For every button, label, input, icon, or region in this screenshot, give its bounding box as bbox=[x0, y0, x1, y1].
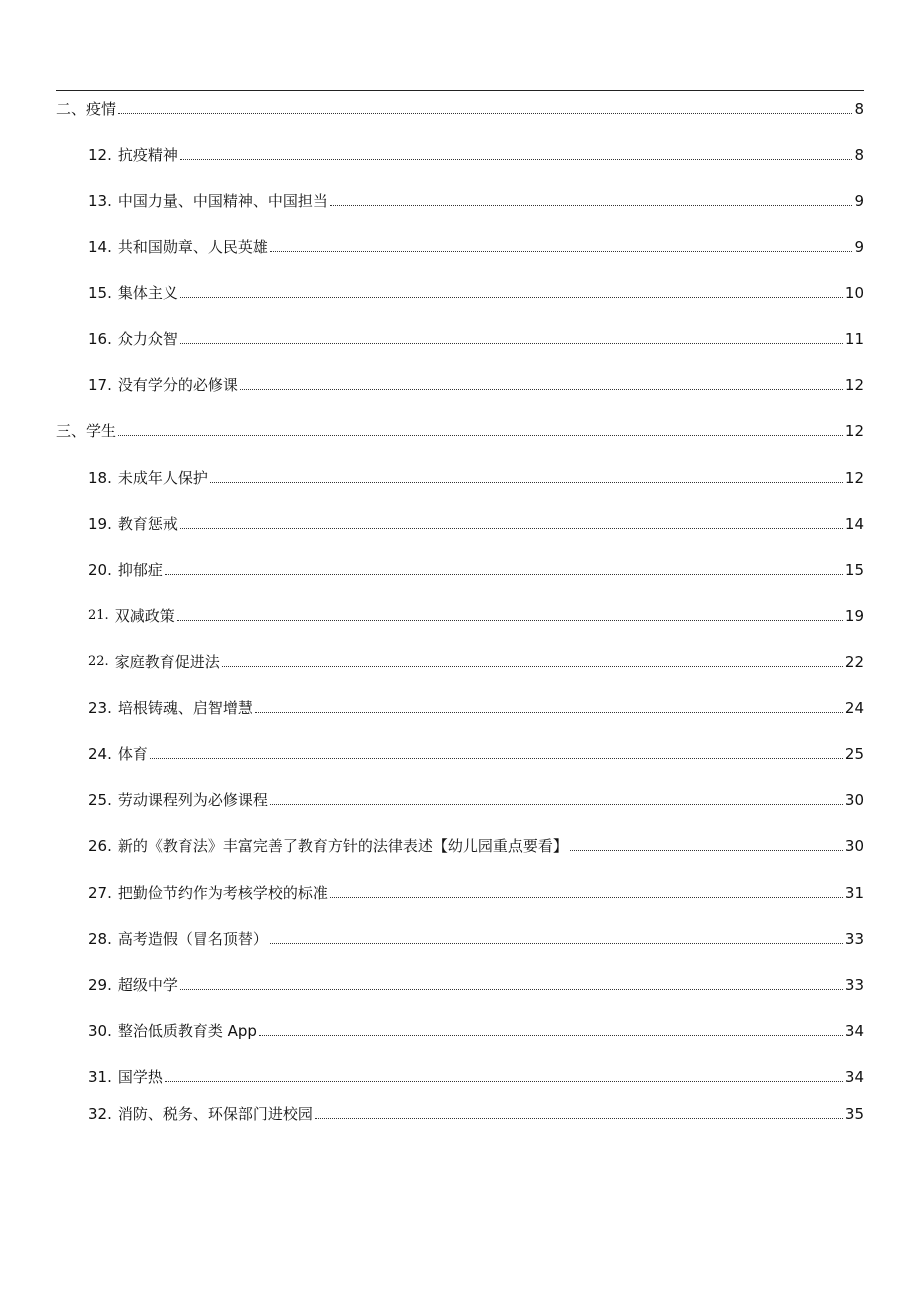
toc-entry[interactable] bbox=[88, 649, 864, 671]
toc-page-number: 25 bbox=[844, 745, 864, 763]
toc-entry[interactable] bbox=[88, 1064, 864, 1086]
toc-dot-leader bbox=[165, 574, 843, 575]
toc-dot-leader bbox=[570, 850, 843, 851]
toc-entry[interactable] bbox=[88, 603, 864, 625]
toc-entry-number: 19. bbox=[88, 515, 112, 533]
toc-dot-leader bbox=[315, 1118, 843, 1119]
toc-page-number: 14 bbox=[844, 515, 864, 533]
toc-page-number: 10 bbox=[844, 284, 864, 302]
toc-entry-title: 体育 bbox=[117, 745, 148, 763]
toc-dot-leader bbox=[118, 113, 852, 114]
toc-dot-leader bbox=[270, 251, 853, 252]
toc-entry-number: 29. bbox=[88, 976, 112, 994]
toc-entry-title: 二、疫情 bbox=[56, 100, 117, 118]
toc-entry-title: 超级中学 bbox=[117, 976, 178, 994]
toc-dot-leader bbox=[180, 159, 853, 160]
toc-page-number: 31 bbox=[844, 884, 864, 902]
toc-entry-title: 国学热 bbox=[117, 1068, 163, 1086]
toc-entry-number: 16. bbox=[88, 330, 112, 348]
toc-entry-title: 整治低质教育类 App bbox=[117, 1022, 257, 1040]
toc-entry[interactable] bbox=[88, 741, 864, 763]
toc-section-entry[interactable] bbox=[56, 418, 864, 440]
toc-entry-title: 没有学分的必修课 bbox=[117, 376, 238, 394]
toc-dot-leader bbox=[165, 1081, 843, 1082]
toc-entry[interactable] bbox=[88, 926, 864, 948]
toc-dot-leader bbox=[180, 528, 843, 529]
toc-entry-number: 15. bbox=[88, 284, 112, 302]
toc-dot-leader bbox=[118, 435, 843, 436]
toc-page-number: 35 bbox=[844, 1105, 864, 1123]
toc-page-number: 12 bbox=[844, 422, 864, 440]
toc-entry[interactable] bbox=[88, 142, 864, 164]
toc-dot-leader bbox=[180, 343, 843, 344]
toc-entry-title: 抗疫精神 bbox=[117, 146, 178, 164]
toc-entry[interactable] bbox=[88, 972, 864, 994]
toc-entry-title: 新的《教育法》丰富完善了教育方针的法律表述【幼儿园重点要看】 bbox=[117, 837, 568, 855]
toc-page-number: 30 bbox=[844, 837, 864, 855]
toc-page-number: 8 bbox=[854, 100, 864, 118]
toc-entry-number: 20. bbox=[88, 561, 112, 579]
toc-entry-title: 劳动课程列为必修课程 bbox=[117, 791, 268, 809]
toc-page-number: 9 bbox=[854, 238, 864, 256]
toc-entry-title: 三、学生 bbox=[56, 422, 117, 440]
toc-entry-title: 培根铸魂、启智增慧 bbox=[117, 699, 253, 717]
toc-page-number: 8 bbox=[854, 146, 864, 164]
toc-page-number: 24 bbox=[844, 699, 864, 717]
toc-page-number: 15 bbox=[844, 561, 864, 579]
toc-entry-title: 教育惩戒 bbox=[117, 515, 178, 533]
toc-entry[interactable] bbox=[88, 880, 864, 902]
toc-dot-leader bbox=[255, 712, 843, 713]
toc-entry-title: 家庭教育促进法 bbox=[114, 653, 220, 671]
toc-entry-number: 17. bbox=[88, 376, 112, 394]
toc-page-number: 12 bbox=[844, 469, 864, 487]
toc-entry-number: 23. bbox=[88, 699, 112, 717]
toc-entry-number: 22. bbox=[88, 654, 109, 669]
toc-entry[interactable] bbox=[88, 372, 864, 394]
toc-entry-number: 28. bbox=[88, 930, 112, 948]
toc-dot-leader bbox=[177, 620, 843, 621]
toc-entry[interactable] bbox=[88, 695, 864, 717]
toc-section-entry[interactable] bbox=[56, 96, 864, 118]
toc-entry[interactable] bbox=[88, 326, 864, 348]
toc-dot-leader bbox=[150, 758, 843, 759]
toc-entry[interactable] bbox=[88, 280, 864, 302]
toc-entry-title: 集体主义 bbox=[117, 284, 178, 302]
toc-entry-title: 把勤俭节约作为考核学校的标准 bbox=[117, 884, 328, 902]
toc-dot-leader bbox=[210, 482, 843, 483]
toc-entry-number: 32. bbox=[88, 1105, 112, 1123]
header-rule bbox=[56, 90, 864, 91]
toc-dot-leader bbox=[330, 897, 843, 898]
toc-page-number: 33 bbox=[844, 976, 864, 994]
toc-dot-leader bbox=[270, 804, 843, 805]
toc-entry[interactable] bbox=[88, 465, 864, 487]
toc-dot-leader bbox=[222, 666, 843, 667]
toc-entry-number: 14. bbox=[88, 238, 112, 256]
toc-dot-leader bbox=[240, 389, 843, 390]
toc-entry[interactable] bbox=[88, 1018, 864, 1040]
toc-entry[interactable] bbox=[88, 234, 864, 256]
toc-dot-leader bbox=[180, 297, 843, 298]
toc-entry-number: 13. bbox=[88, 192, 112, 210]
toc-entry-title: 共和国勋章、人民英雄 bbox=[117, 238, 268, 256]
toc-entry[interactable] bbox=[88, 557, 864, 579]
toc-page-number: 33 bbox=[844, 930, 864, 948]
toc-entry-number: 26. bbox=[88, 837, 112, 855]
toc-page-number: 22 bbox=[844, 653, 864, 671]
toc-page-number: 11 bbox=[844, 330, 864, 348]
toc-entry-number: 24. bbox=[88, 745, 112, 763]
toc-entry[interactable] bbox=[88, 511, 864, 533]
toc-entry-title: 中国力量、中国精神、中国担当 bbox=[117, 192, 328, 210]
toc-entry-title: 众力众智 bbox=[117, 330, 178, 348]
toc-entry[interactable] bbox=[88, 787, 864, 809]
toc-entry[interactable] bbox=[88, 188, 864, 210]
toc-page-number: 30 bbox=[844, 791, 864, 809]
toc-page-number: 19 bbox=[844, 607, 864, 625]
toc-entry-title: 抑郁症 bbox=[117, 561, 163, 579]
toc-entry-number: 18. bbox=[88, 469, 112, 487]
toc-dot-leader bbox=[330, 205, 853, 206]
toc-dot-leader bbox=[270, 943, 843, 944]
toc-entry-number: 12. bbox=[88, 146, 112, 164]
toc-dot-leader bbox=[180, 989, 843, 990]
toc-entry-title: 消防、税务、环保部门进校园 bbox=[117, 1105, 313, 1123]
toc-entry-number: 27. bbox=[88, 884, 112, 902]
toc-entry-number: 25. bbox=[88, 791, 112, 809]
toc-entry-number: 30. bbox=[88, 1022, 112, 1040]
toc-page-number: 9 bbox=[854, 192, 864, 210]
toc-page-number: 34 bbox=[844, 1022, 864, 1040]
toc-page-number: 12 bbox=[844, 376, 864, 394]
toc-entry[interactable] bbox=[88, 1101, 864, 1123]
toc-entry-number: 21. bbox=[88, 608, 109, 623]
toc-entry[interactable] bbox=[88, 833, 864, 855]
toc-entry-number: 31. bbox=[88, 1068, 112, 1086]
toc-dot-leader bbox=[259, 1035, 843, 1036]
toc-entry-title: 未成年人保护 bbox=[117, 469, 208, 487]
toc-entry-title: 双减政策 bbox=[114, 607, 175, 625]
toc-entry-title: 高考造假（冒名顶替） bbox=[117, 930, 268, 948]
toc-page-number: 34 bbox=[844, 1068, 864, 1086]
